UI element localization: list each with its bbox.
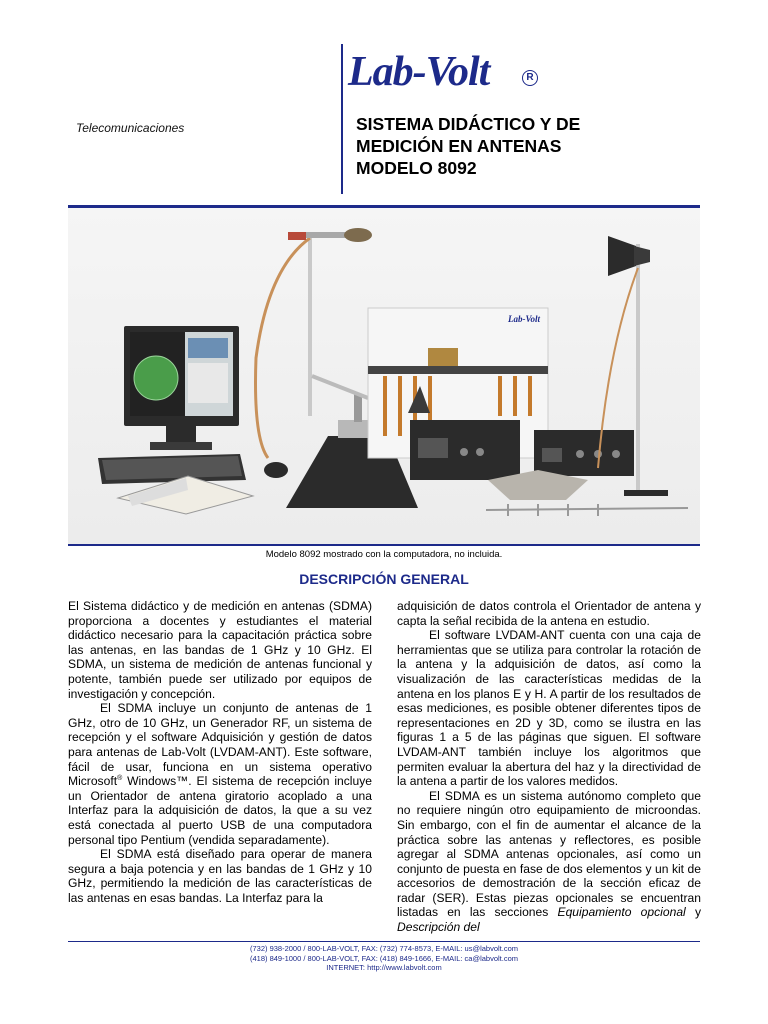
antenna-system-illustration [68,208,700,544]
document-title [356,113,686,179]
rf-generator-icon [410,420,520,480]
data-acquisition-interface-icon [534,430,634,476]
paragraph [397,789,701,935]
registered-mark: R [522,70,538,86]
lab-volt-logo [348,48,524,106]
contact-footer [68,944,700,973]
panel-label: Lab-Volt [508,314,541,324]
footer-rule [68,941,700,942]
title-line-2: MEDICIÓN EN ANTENAS [356,136,562,156]
paragraph: El Sistema didáctico y de medición en antenas (SDMA) proporciona a docentes y estudiantes el material didáctico necesario para la capacitación práctica sobre las antenas, en las bandas de 1 GHz y 10 GHz. El SDMA, un sistema de medición de antenas funcional y potente, también puede ser utilizado por equipos de investigación y concepción. [68,599,372,701]
logo-wordmark: Lab-Volt [348,49,490,95]
registered-superscript: ® [117,775,123,783]
yagi-antenna-icon [486,504,688,516]
product-photo [68,208,700,544]
paragraph-text: El SDMA incluye un conjunto de antenas de 1 GHz, otro de 10 GHz, un Generador RF, un sistema de recepción y el software Adquisición y gestión de datos para antenas de Lab-Volt (LVDAM-ANT). Este software, fácil de usar, funciona en un sistema operativo Microsoft [68,701,372,789]
body-column-right [397,599,701,935]
title-line-3: MODELO 8092 [356,158,477,178]
paragraph: adquisición de datos controla el Orientador de antena y capta la señal recibida de la antena en estudio. [397,599,701,628]
header-divider [341,44,343,194]
website-link[interactable]: INTERNET: http://www.labvolt.com [326,963,442,972]
paragraph-text: El SDMA es un sistema autónomo completo que no requiere ningún otro equipamiento de microondas. Sin embargo, con el fin de aumentar el alcance de la práctica sobre las antenas y reflectores, es posible agregar al SDMA antenas opcionales, así como un conjunto de puesta en fase de dos elementos y un kit de accesorios de demostración de la sección eficaz de radar (SER). Estas piezas opcionales se encuentran listadas en las secciones [397,788,701,920]
section-title: DESCRIPCIÓN GENERAL [299,571,469,587]
photo-rule [68,544,700,546]
paragraph: El SDMA está diseñado para operar de manera segura a baja potencia y en las bandas de 1 GHz y 10 GHz, permitiendo la medición de las características de las antenas en esas bandas. La Interfaz para la [68,847,372,905]
paragraph-text: y [685,905,701,920]
photo-caption: Modelo 8092 mostrado con la computadora, no incluida. [265,549,503,560]
section-reference: Descripción del [397,920,480,935]
contact-line-us: (732) 938-2000 / 800-LAB-VOLT, FAX: (732) 774-8573, E-MAIL: us@labvolt.com [249,944,519,953]
mouse-icon [264,462,288,478]
contact-line-canada: (418) 849-1000 / 800-LAB-VOLT, FAX: (418) 849-1666, E-MAIL: ca@labvolt.com [249,953,519,963]
title-line-1: SISTEMA DIDÁCTICO Y DE [356,114,581,134]
section-reference: Equipamiento opcional [557,905,686,920]
keyboard-icon [98,454,246,484]
document-category: Telecomunicaciones [76,121,185,135]
paragraph [68,701,372,847]
computer-monitor-icon [124,326,239,450]
paragraph-text: Windows™. El sistema de recepción incluye un Orientador de antena giratorio acoplado a una Interfaz para la adquisición de datos, la que a su vez está conectada al puerto USB de una computadora personal tipo Pentium (vendida separadamente). [68,774,372,847]
paragraph: El software LVDAM-ANT cuenta con una caja de herramientas que se utiliza para controlar la rotación de la antena y la adquisición de datos, así como la visualización de las características medidas de la antena en los planos E y H. A partir de los resultados de esas mediciones, es posible obtener diferentes tipos de representaciones en 2D y 3D, como se ilustra en las figuras 1 a 5 de las páginas que siguen. El software LVDAM-ANT también incluye los algoritmos que permiten evaluar la abertura del haz y la directividad de la antena a partir de los valores medidos. [397,628,701,789]
body-column-left [68,599,372,905]
